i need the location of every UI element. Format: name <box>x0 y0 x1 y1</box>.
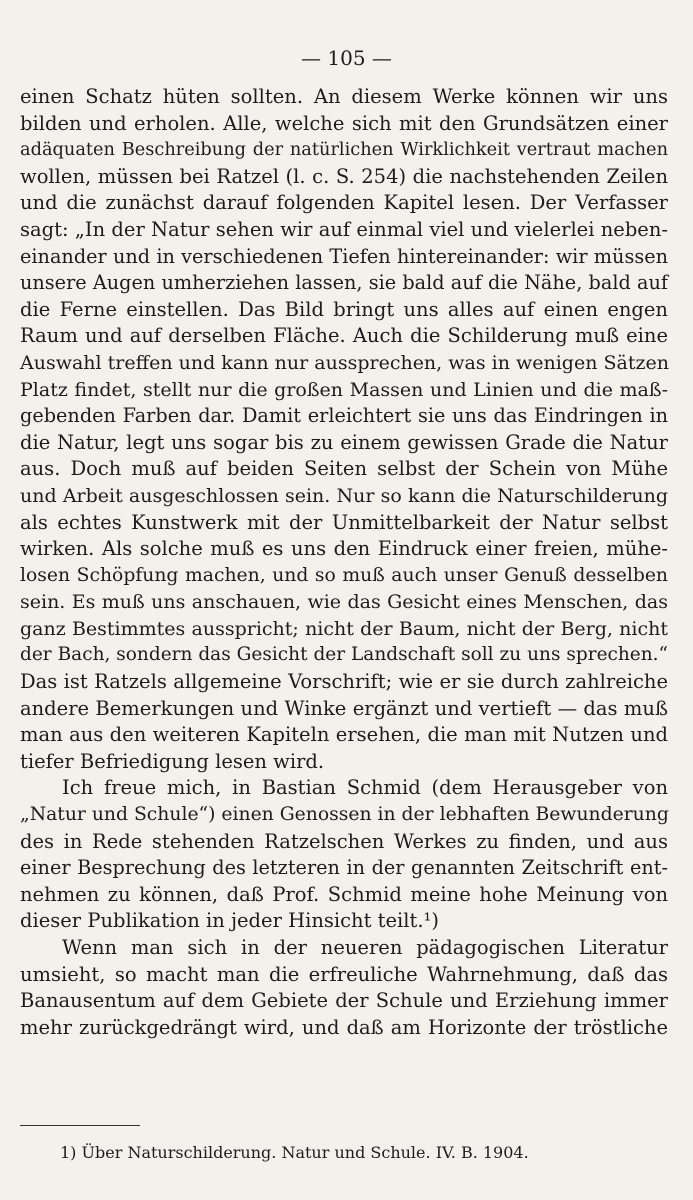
text-line: ganz Bestimmtes ausspricht; nicht der Baum, nicht der Berg, nicht <box>20 617 668 640</box>
footnote: 1) Über Naturschilderung. Natur und Schule. IV. B. 1904. <box>60 1143 529 1162</box>
text-line: dieser Publikation in jeder Hinsicht teilt.¹) <box>20 909 439 933</box>
text-line: andere Bemerkungen und Winke ergänzt und vertieft — das muß <box>20 696 668 720</box>
text-line: Auswahl treffen und kann nur aussprechen, was in wenigen Sätzen <box>20 351 669 374</box>
text-line: und die zunächst darauf folgenden Kapitel lesen. Der Verfasser <box>20 191 668 215</box>
text-line: tiefer Befriedigung lesen wird. <box>20 749 325 773</box>
text-line: Raum und auf derselben Fläche. Auch die Schilderung muß eine <box>20 324 668 348</box>
text-line: unsere Augen umherziehen lassen, sie bald auf die Nähe, bald auf <box>20 271 668 295</box>
page-number: — 105 — <box>301 46 392 70</box>
text-line: und Arbeit ausgeschlossen sein. Nur so kann die Naturschilderung <box>20 484 668 507</box>
text-line: Platz findet, stellt nur die großen Massen und Linien und die maß- <box>20 378 668 401</box>
text-line: mehr zurückgedrängt wird, und daß am Horizonte der tröstliche <box>20 1015 668 1039</box>
body-text <box>20 84 668 1041</box>
text-line: einen Schatz hüten sollten. An diesem Werke können wir uns <box>20 85 668 108</box>
text-line: Banausentum auf dem Gebiete der Schule und Erziehung immer <box>20 989 668 1013</box>
text-line: nehmen zu können, daß Prof. Schmid meine hohe Meinung von <box>20 882 668 906</box>
text-line: Ich freue mich, in Bastian Schmid (dem Herausgeber von <box>62 776 668 800</box>
text-line: „Natur und Schule“) einen Genossen in der lebhaften Bewunderung <box>20 804 669 826</box>
text-line: wirken. Als solche muß es uns den Eindruck einer freien, mühe- <box>20 537 668 561</box>
text-line: Das ist Ratzels allgemeine Vorschrift; wie er sie durch zahlreiche <box>20 670 668 694</box>
text-line: umsieht, so macht man die erfreuliche Wahrnehmung, daß das <box>20 962 668 986</box>
footnote-divider <box>20 1125 140 1126</box>
text-line: einer Besprechung des letzteren in der genannten Zeitschrift ent- <box>20 856 668 880</box>
text-line: einander und in verschiedenen Tiefen hintereinander: wir müssen <box>20 244 668 268</box>
text-line: wollen, müssen bei Ratzel (l. c. S. 254) die nachstehenden Zeilen <box>20 164 668 188</box>
text-line: gebenden Farben dar. Damit erleichtert sie uns das Eindringen in <box>20 404 668 428</box>
text-line: Wenn man sich in der neueren pädagogischen Literatur <box>62 936 668 959</box>
text-line: aus. Doch muß auf beiden Seiten selbst der Schein von Mühe <box>20 457 668 481</box>
text-line: als echtes Kunstwerk mit der Unmittelbarkeit der Natur selbst <box>20 510 668 534</box>
text-line: losen Schöpfung machen, und so muß auch unser Genuß desselben <box>20 564 668 586</box>
text-line: sein. Es muß uns anschauen, wie das Gesicht eines Menschen, das <box>20 591 668 614</box>
text-line: des in Rede stehenden Ratzelschen Werkes zu finden, und aus <box>20 829 668 853</box>
text-line: die Ferne einstellen. Das Bild bringt uns alles auf einen engen <box>20 297 668 321</box>
text-line: die Natur, legt uns sogar bis zu einem gewissen Grade die Natur <box>20 430 668 454</box>
text-line: man aus den weiteren Kapiteln ersehen, die man mit Nutzen und <box>20 723 668 747</box>
text-line: adäquaten Beschreibung der natürlichen Wirklichkeit vertraut machen <box>20 140 668 161</box>
text-line: bilden und erholen. Alle, welche sich mit den Grundsätzen einer <box>20 111 668 135</box>
text-line: sagt: „In der Natur sehen wir auf einmal viel und vielerlei neben- <box>20 217 668 241</box>
text-line: der Bach, sondern das Gesicht der Landschaft soll zu uns sprechen.“ <box>20 644 668 666</box>
